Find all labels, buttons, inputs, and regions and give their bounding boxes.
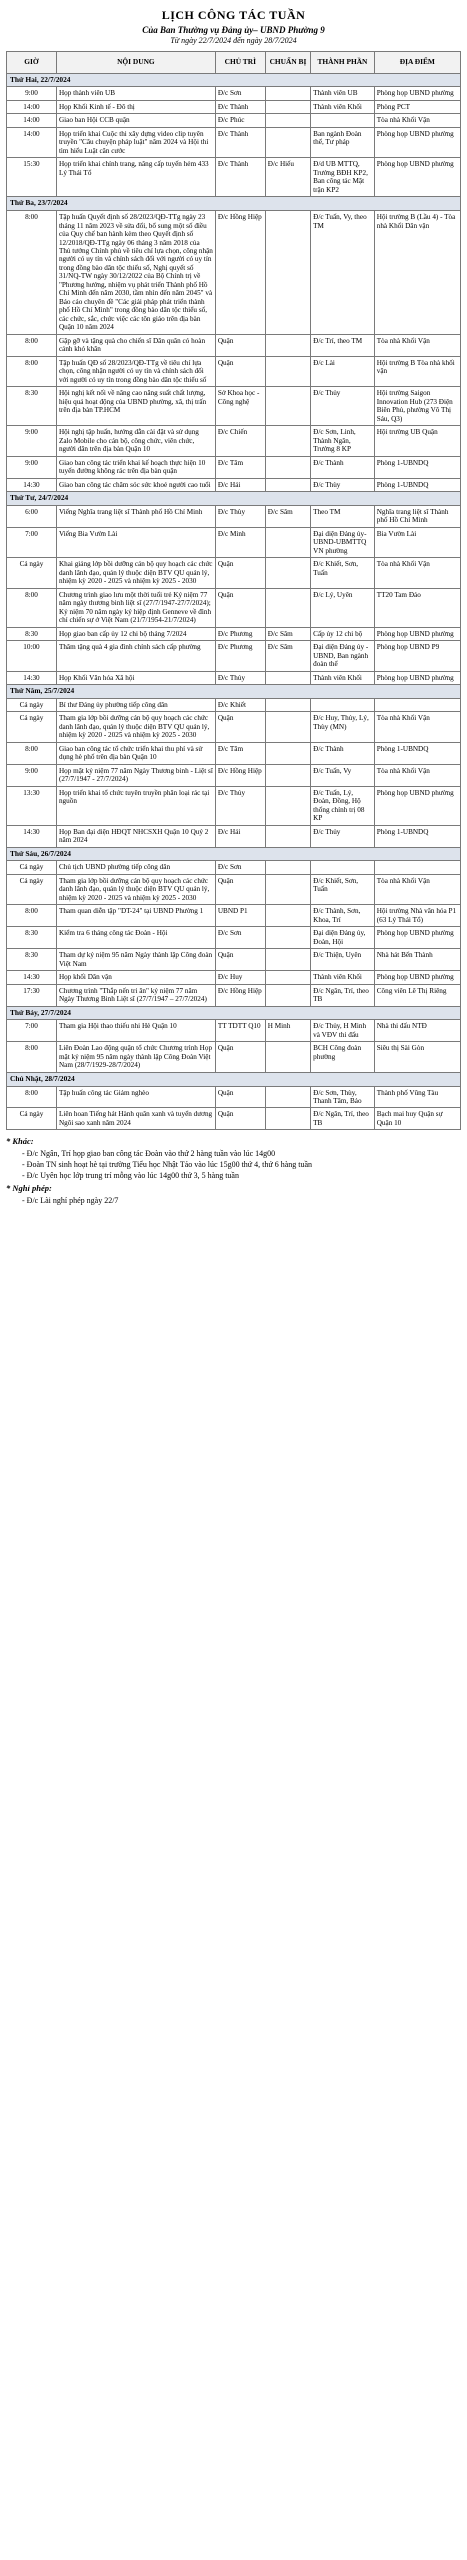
cell-place: Hội trường B Tòa nhà khối vận (374, 356, 460, 386)
cell-prep (265, 712, 310, 742)
cell-place: Siêu thị Sài Gòn (374, 1042, 460, 1072)
cell-content: Họp mặt kỷ niệm 77 năm Ngày Thương binh - Liệt sĩ (27/7/1947 - 27/7/2024) (56, 764, 215, 786)
cell-prep: Đ/c Sâm (265, 627, 310, 640)
cell-chair: Đ/c Phương (215, 641, 265, 671)
cell-place: Phòng họp UBND phường (374, 786, 460, 825)
cell-time: 14:30 (7, 671, 57, 684)
day-label: Thứ Tư, 24/7/2024 (7, 492, 461, 506)
table-row (7, 588, 461, 627)
cell-time: 9:00 (7, 456, 57, 478)
leave-note-item: - Đ/c Lài nghỉ phép ngày 22/7 (22, 1195, 119, 1205)
cell-content: Chương trình giao lưu một thời tuổi trẻ Ký niệm 77 năm ngày thương binh liệt sĩ (27/7/1947-27/7/2024); Kỷ niệm 70 năm ngày ký hiệp định Genneve về đình chỉ chiến sự ở Việt Nam (21/7/1954-21/7/2024) (56, 588, 215, 627)
cell-chair: Quận (215, 334, 265, 356)
cell-place: Phòng họp UBND phường (374, 627, 460, 640)
page-title: LỊCH CÔNG TÁC TUẦN (161, 8, 306, 22)
cell-content: Tập huấn công tác Giảm nghèo (56, 1086, 215, 1108)
cell-place: Tòa nhà Khối Vận (374, 712, 460, 742)
cell-members: BCH Công đoàn phường (311, 1042, 375, 1072)
cell-time: 17:30 (7, 984, 57, 1006)
cell-place: Hội trường Saigon Innovation Hub (273 Điện Biên Phủ, phường Võ Thị Sáu, Q3) (374, 387, 460, 426)
other-note-item: - Đ/c Ngân, Trí họp giao ban công tác Đoàn vào thứ 2 hàng tuần vào lúc 14g00 (22, 1148, 276, 1158)
cell-time: 14:30 (7, 971, 57, 984)
cell-place: Công viên Lê Thị Riêng (374, 984, 460, 1006)
cell-content: Họp giao ban cấp ủy 12 chi bộ tháng 7/2024 (56, 627, 215, 640)
table-row (7, 1086, 461, 1108)
cell-prep (265, 698, 310, 711)
cell-chair: Đ/c Chiến (215, 426, 265, 456)
table-row (7, 426, 461, 456)
cell-place: Bạch mai huy Quận sự Quận 10 (374, 1108, 460, 1130)
cell-time: 13:30 (7, 786, 57, 825)
cell-members: Đ/c Khiết, Sơn, Tuấn (311, 558, 375, 588)
cell-time: 8:30 (7, 949, 57, 971)
cell-content: Họp triển khai Cuộc thi xây dựng video clip tuyên truyền "Câu chuyện pháp luật" năm 2024 và Hội thi tìm hiểu Luật căn cước (56, 127, 215, 157)
cell-members: Đ/c Sơn, Thùy, Thanh Tâm, Bảo (311, 1086, 375, 1108)
day-header-row (7, 847, 461, 861)
table-row (7, 505, 461, 527)
cell-place: Phòng 1-UBNDQ (374, 825, 460, 847)
cell-prep: Đ/c Sâm (265, 505, 310, 527)
cell-members: Ban ngành Đoàn thể, Tư pháp (311, 127, 375, 157)
cell-members: Đ/c Thành (311, 742, 375, 764)
cell-chair: Đ/c Phương (215, 627, 265, 640)
cell-members: Đ/c Lài (311, 356, 375, 386)
table-row (7, 764, 461, 786)
table-row (7, 927, 461, 949)
day-label: Thứ Bảy, 27/7/2024 (7, 1006, 461, 1020)
page-subtitle: Của Ban Thường vụ Đảng ủy– UBND Phường 9 (142, 25, 325, 35)
cell-place: Tòa nhà Khối Vận (374, 874, 460, 904)
cell-members: Đại diện Đảng ủy - UBND, Ban ngành đoàn thể (311, 641, 375, 671)
cell-place: Phòng họp UBND phường (374, 971, 460, 984)
cell-content: Tập huấn QĐ số 28/2023/QĐ-TTg về tiêu chí lựa chọn, công nhận người có uy tín và chính sách đối với người có uy tín trong đồng bào dân tộc thiểu số (56, 356, 215, 386)
cell-time: 8:00 (7, 1042, 57, 1072)
table-row (7, 87, 461, 100)
cell-chair: Đ/c Minh (215, 527, 265, 557)
table-row (7, 387, 461, 426)
schedule-page (0, 0, 467, 1215)
cell-chair: Đ/c Phúc (215, 114, 265, 127)
table-row (7, 527, 461, 557)
cell-time: 14:00 (7, 127, 57, 157)
cell-prep (265, 984, 310, 1006)
cell-prep (265, 949, 310, 971)
cell-place: Nghĩa trang liệt sĩ Thành phố Hồ Chí Minh (374, 505, 460, 527)
cell-place (374, 698, 460, 711)
table-row (7, 127, 461, 157)
cell-time: Cả ngày (7, 861, 57, 874)
cell-chair: Đ/c Hải (215, 478, 265, 491)
other-note-item: - Đ/c Uyên học lớp trung trí mỗng vào lúc 14g00 thứ 3, 5 hàng tuần (22, 1170, 239, 1180)
cell-prep (265, 1086, 310, 1108)
cell-chair: Đ/c Hồng Hiệp (215, 984, 265, 1006)
cell-place: Tòa nhà Khối Vận (374, 558, 460, 588)
cell-content: Chủ tịch UBND phường tiếp công dân (56, 861, 215, 874)
table-row (7, 1108, 461, 1130)
cell-content: Giao ban Hội CCB quận (56, 114, 215, 127)
cell-chair: Quận (215, 356, 265, 386)
table-row (7, 100, 461, 113)
cell-chair: Đ/c Huy (215, 971, 265, 984)
cell-content: Họp Ban đại diện HĐQT NHCSXH Quận 10 Quý 2 năm 2024 (56, 825, 215, 847)
cell-members: Đ/c Tuấn, Lý, Đoàn, Đồng, Hộ thống chính trị 08 KP (311, 786, 375, 825)
col-header-place: ĐỊA ĐIỂM (374, 52, 460, 74)
cell-content: Viếng Nghĩa trang liệt sĩ Thành phố Hồ Chí Minh (56, 505, 215, 527)
cell-prep (265, 87, 310, 100)
cell-members: Đ/c Thành (311, 456, 375, 478)
cell-members: Đ/c Ngân, Trí, theo TB (311, 1108, 375, 1130)
cell-time: Cả ngày (7, 874, 57, 904)
col-header-content: NỘI DUNG (56, 52, 215, 74)
cell-content: Liên Đoàn Lao động quận tổ chức Chương trình Họp mặt kỷ niệm 95 năm ngày thành lập Công Đoàn Việt Nam (28/7/1929-28/7/2024) (56, 1042, 215, 1072)
cell-place: TT20 Tam Đảo (374, 588, 460, 627)
col-header-time: GIỜ (7, 52, 57, 74)
cell-time: 8:00 (7, 356, 57, 386)
cell-time: 8:30 (7, 387, 57, 426)
cell-chair: Đ/c Sơn (215, 927, 265, 949)
cell-prep: Đ/c Sâm (265, 641, 310, 671)
cell-place (374, 861, 460, 874)
table-row (7, 825, 461, 847)
table-row (7, 158, 461, 197)
cell-time: 14:30 (7, 478, 57, 491)
cell-prep (265, 764, 310, 786)
cell-members: Theo TM (311, 505, 375, 527)
cell-chair: TT TDTT Q10 (215, 1020, 265, 1042)
schedule-body (7, 73, 461, 1130)
cell-time: 14:30 (7, 825, 57, 847)
cell-members: Thành viên Khối (311, 100, 375, 113)
cell-members: Thành viên Khối (311, 971, 375, 984)
cell-chair: Đ/c Tâm (215, 456, 265, 478)
cell-content: Kiểm tra 6 tháng công tác Đoàn - Hội (56, 927, 215, 949)
cell-members: Đ/c Ngân, Trí, theo TB (311, 984, 375, 1006)
cell-place: Nhà thi đấu NTĐ (374, 1020, 460, 1042)
cell-chair: Sở Khoa học - Công nghệ (215, 387, 265, 426)
table-row (7, 627, 461, 640)
cell-chair: Quận (215, 949, 265, 971)
cell-chair: Quận (215, 558, 265, 588)
cell-place: Phòng 1-UBNDQ (374, 478, 460, 491)
cell-place: Bia Vườn Lài (374, 527, 460, 557)
cell-content: Tham quan diễn tập "DT-24" tại UBND Phường 1 (56, 905, 215, 927)
table-row (7, 478, 461, 491)
table-header-row (7, 52, 461, 74)
cell-time: 8:00 (7, 742, 57, 764)
cell-members: Đ/c Thủy, H Minh và VĐV thi đấu (311, 1020, 375, 1042)
cell-time: 7:00 (7, 527, 57, 557)
cell-prep (265, 786, 310, 825)
cell-prep: H Minh (265, 1020, 310, 1042)
cell-prep (265, 874, 310, 904)
cell-chair: Đ/c Tâm (215, 742, 265, 764)
cell-chair: Đ/c Thủy (215, 786, 265, 825)
table-row (7, 558, 461, 588)
cell-content: Họp thành viên UB (56, 87, 215, 100)
cell-prep (265, 671, 310, 684)
cell-chair: Đ/c Thành (215, 158, 265, 197)
col-header-prep: CHUẨN BỊ (265, 52, 310, 74)
cell-prep (265, 456, 310, 478)
cell-place: Phòng họp UBND P9 (374, 641, 460, 671)
cell-content: Tham gia lớp bồi dưỡng cán bộ quy hoạch các chức danh lãnh đạo, quản lý thuộc diện BTV QU quản lý, nhiệm kỳ 2020 - 2025 và nhiệm kỳ 2025 - 2030 (56, 712, 215, 742)
cell-prep (265, 356, 310, 386)
cell-content: Gặp gỡ và tặng quà cho chiến sĩ Dân quân có hoàn cảnh khó khăn (56, 334, 215, 356)
cell-time: 8:30 (7, 927, 57, 949)
cell-chair: Quận (215, 1042, 265, 1072)
cell-place: Phòng họp UBND phường (374, 927, 460, 949)
cell-content: Hội nghị tập huấn, hướng dẫn cài đặt và sử dụng Zalo Mobile cho cán bộ, công chức, viên chức, người dân trên địa bàn Quận 10 (56, 426, 215, 456)
cell-chair: Đ/c Thủy (215, 671, 265, 684)
cell-time: 9:00 (7, 426, 57, 456)
schedule-table (6, 51, 461, 1130)
cell-chair: Quận (215, 874, 265, 904)
cell-time: Cả ngày (7, 712, 57, 742)
cell-members: Đ/c Thùy (311, 478, 375, 491)
cell-time: 14:00 (7, 100, 57, 113)
cell-members: Đại diện Đảng ủy, Đoàn, Hội (311, 927, 375, 949)
day-label: Thứ Hai, 22/7/2024 (7, 73, 461, 87)
cell-prep: Đ/c Hiếu (265, 158, 310, 197)
cell-place: Tòa nhà Khối Vận (374, 114, 460, 127)
cell-chair: Quận (215, 588, 265, 627)
cell-content: Bí thư Đảng ủy phường tiếp công dân (56, 698, 215, 711)
day-label: Thứ Năm, 25/7/2024 (7, 685, 461, 699)
cell-chair: Đ/c Sơn (215, 87, 265, 100)
cell-place: Tòa nhà Khối Vận (374, 334, 460, 356)
cell-time: 8:00 (7, 211, 57, 335)
table-row (7, 641, 461, 671)
cell-prep (265, 861, 310, 874)
day-header-row (7, 1072, 461, 1086)
table-row (7, 334, 461, 356)
cell-members: Đ/d UB MTTQ, Trưởng BĐH KP2, Ban công tác Mặt trận KP2 (311, 158, 375, 197)
cell-place: Phòng 1-UBNDQ (374, 456, 460, 478)
cell-time: Cả ngày (7, 558, 57, 588)
cell-members: Đ/c Thủy (311, 825, 375, 847)
table-row (7, 211, 461, 335)
col-header-chair: CHỦ TRÌ (215, 52, 265, 74)
cell-prep (265, 1042, 310, 1072)
cell-members: Đ/c Trí, theo TM (311, 334, 375, 356)
day-header-row (7, 73, 461, 87)
cell-prep (265, 211, 310, 335)
table-row (7, 786, 461, 825)
day-label: Chủ Nhật, 28/7/2024 (7, 1072, 461, 1086)
cell-members: Thành viên Khối (311, 671, 375, 684)
table-row (7, 742, 461, 764)
cell-content: Giao ban công tác chăm sóc sức khoẻ người cao tuổi (56, 478, 215, 491)
cell-members: Đ/c Lý, Uyên (311, 588, 375, 627)
cell-members: Đ/c Thủy (311, 387, 375, 426)
cell-time: Cả ngày (7, 1108, 57, 1130)
cell-content: Tham gia Hội thao thiếu nhi Hè Quận 10 (56, 1020, 215, 1042)
cell-place: Hội trường UB Quận (374, 426, 460, 456)
cell-place: Phòng họp UBND phường (374, 127, 460, 157)
cell-time: 8:00 (7, 334, 57, 356)
cell-prep (265, 742, 310, 764)
cell-prep (265, 426, 310, 456)
cell-place: Phòng họp UBND phường (374, 87, 460, 100)
cell-content: Họp Khối Kinh tế - Đô thị (56, 100, 215, 113)
cell-members: Đ/c Khiết, Sơn, Tuấn (311, 874, 375, 904)
cell-members (311, 114, 375, 127)
cell-place: Tòa nhà Khối Vận (374, 764, 460, 786)
cell-time: 10:00 (7, 641, 57, 671)
cell-members: Đ/c Sơn, Linh, Thành Ngân, Trưởng 8 KP (311, 426, 375, 456)
cell-prep (265, 127, 310, 157)
table-row (7, 861, 461, 874)
cell-content: Giao ban công tác tổ chức triển khai thu phí và sử dụng hè phố trên địa bàn Quận 10 (56, 742, 215, 764)
cell-chair: Đ/c Khiết (215, 698, 265, 711)
cell-time: 8:00 (7, 905, 57, 927)
cell-place: Hội trường Nhà văn hóa P1 (63 Lý Thái Tổ) (374, 905, 460, 927)
cell-time: Cả ngày (7, 698, 57, 711)
cell-chair: Quận (215, 1108, 265, 1130)
cell-time: 15:30 (7, 158, 57, 197)
cell-chair: Đ/c Hồng Hiệp (215, 764, 265, 786)
cell-time: 14:00 (7, 114, 57, 127)
cell-prep (265, 1108, 310, 1130)
cell-members: Đ/c Tuấn, Vy (311, 764, 375, 786)
cell-content: Liên hoan Tiếng hát Hành quân xanh và tuyển dương Ngôi sao xanh năm 2024 (56, 1108, 215, 1130)
cell-time: 7:00 (7, 1020, 57, 1042)
col-header-members: THÀNH PHẦN (311, 52, 375, 74)
cell-content: Họp Khối Văn hóa Xã hội (56, 671, 215, 684)
cell-prep (265, 588, 310, 627)
cell-chair: Đ/c Hải (215, 825, 265, 847)
cell-chair: Quận (215, 1086, 265, 1108)
table-row (7, 984, 461, 1006)
cell-members (311, 698, 375, 711)
cell-chair: Đ/c Thành (215, 127, 265, 157)
day-header-row (7, 685, 461, 699)
table-row (7, 356, 461, 386)
cell-time: 9:00 (7, 87, 57, 100)
cell-prep (265, 100, 310, 113)
table-row (7, 698, 461, 711)
cell-content: Họp khối Dân vận (56, 971, 215, 984)
day-header-row (7, 492, 461, 506)
cell-content: Giao ban công tác triển khai kế hoạch thực hiện 10 tuyến đường không rác trên địa bàn quận (56, 456, 215, 478)
cell-members: Đại diện Đảng ủy-UBND-UBMTTQ VN phường (311, 527, 375, 557)
other-note-item: - Đoàn TN sinh hoạt hè tại trường Tiểu học Nhật Tảo vào lúc 15g00 thứ 4, thứ 6 hàng tuần (22, 1159, 313, 1169)
day-label: Thứ Sáu, 26/7/2024 (7, 847, 461, 861)
cell-members: Đ/c Thiện, Uyên (311, 949, 375, 971)
cell-content: Khai giảng lớp bồi dưỡng cán bộ quy hoạch các chức danh lãnh đạo, quản lý thuộc diện BTV QU quản lý, nhiệm kỳ 2020 - 2025 và nhiệm kỳ 2025 - 2030 (56, 558, 215, 588)
cell-chair: UBND P1 (215, 905, 265, 927)
cell-members (311, 861, 375, 874)
cell-place: Nhà hát Bến Thành (374, 949, 460, 971)
cell-prep (265, 905, 310, 927)
leave-notes-heading: * Nghỉ phép: (6, 1183, 52, 1194)
table-row (7, 671, 461, 684)
cell-members: Thành viên UB (311, 87, 375, 100)
cell-place: Phòng 1-UBNDQ (374, 742, 460, 764)
day-label: Thứ Ba, 23/7/2024 (7, 197, 461, 211)
cell-prep (265, 558, 310, 588)
cell-content: Hội nghị kết nối về nâng cao năng suất chất lượng, hiệu quả hoạt động của UBND phường, xã, thị trấn trên địa bàn TP.HCM (56, 387, 215, 426)
cell-members: Đ/c Tuấn, Vy, theo TM (311, 211, 375, 335)
cell-members: Đ/c Huy, Thủy, Lý, Thùy (MN) (311, 712, 375, 742)
cell-place: Phòng PCT (374, 100, 460, 113)
cell-prep (265, 825, 310, 847)
table-row (7, 971, 461, 984)
table-row (7, 874, 461, 904)
cell-members: Cấp ủy 12 chi bộ (311, 627, 375, 640)
cell-time: 9:00 (7, 764, 57, 786)
cell-content: Họp triển khai chính trang, nâng cấp tuyến hẻm 433 Lý Thái Tổ (56, 158, 215, 197)
cell-prep (265, 527, 310, 557)
cell-content: Viếng Bia Vườn Lài (56, 527, 215, 557)
table-row (7, 905, 461, 927)
cell-content: Tham dự kỷ niệm 95 năm Ngày thành lập Công đoàn Việt Nam (56, 949, 215, 971)
date-range: Từ ngày 22/7/2024 đến ngày 28/7/2024 (170, 36, 297, 45)
cell-prep (265, 478, 310, 491)
table-row (7, 114, 461, 127)
table-row (7, 1020, 461, 1042)
cell-prep (265, 114, 310, 127)
cell-place: Phòng họp UBND phường (374, 158, 460, 197)
table-row (7, 456, 461, 478)
cell-place: Phòng họp UBND phường (374, 671, 460, 684)
cell-content: Họp triển khai tổ chức tuyên truyền phân loại rác tại nguồn (56, 786, 215, 825)
cell-chair: Quận (215, 712, 265, 742)
cell-members: Đ/c Thành, Sơn, Khoa, Trí (311, 905, 375, 927)
cell-content: Tập huấn Quyết định số 28/2023/QĐ-TTg ngày 23 tháng 11 năm 2023 về sửa đổi, bổ sung một số điều của Quy chế ban hành kèm theo Quyết định số 12/2018/QĐ-TTg ngày 06 tháng 3 năm 2018 của Thủ tướng Chính phủ về tiêu chí lựa chọn, công nhận người có uy tín và chính sách đối với người có uy tín trong đồng bào dân tộc thiểu số, Nghị quyết số 31/NQ-TW ngày 30/12/2022 của Bộ Chính trị về "Phương hướng, nhiệm vụ phát triển Thành phố Hồ Chí Minh đến năm 2030, tầm nhìn đến năm 2045" và Báo cáo chuyên đề "Các giải pháp phát triển thành phố Hồ Chí Minh" trong đồng bào dân tộc thiểu số, các chức, sắc, chức việc các tôn giáo trên địa bàn Quận 10 năm 2024 (56, 211, 215, 335)
other-notes-heading: * Khác: (6, 1136, 34, 1147)
cell-chair: Đ/c Thành (215, 100, 265, 113)
notes-section (6, 1136, 461, 1206)
cell-prep (265, 387, 310, 426)
day-header-row (7, 1006, 461, 1020)
table-row (7, 712, 461, 742)
cell-content: Tham gia lớp bồi dưỡng cán bộ quy hoạch các chức danh lãnh đạo, quản lý thuộc diện BTV QU quản lý, nhiệm kỳ 2020 - 2025 và nhiệm kỳ 2025 - 2030 (56, 874, 215, 904)
cell-place: Thành phố Vũng Tàu (374, 1086, 460, 1108)
table-row (7, 1042, 461, 1072)
cell-prep (265, 927, 310, 949)
cell-time: 8:00 (7, 1086, 57, 1108)
day-header-row (7, 197, 461, 211)
cell-time: 8:30 (7, 627, 57, 640)
cell-content: Chương trình "Thắp nến tri ân" kỷ niệm 77 năm Ngày Thương Binh Liệt sĩ (27/7/1947 – 27/7/2024) (56, 984, 215, 1006)
cell-prep (265, 971, 310, 984)
cell-content: Thăm tặng quà 4 gia đình chính sách cấp phường (56, 641, 215, 671)
table-row (7, 949, 461, 971)
cell-prep (265, 334, 310, 356)
cell-chair: Đ/c Sơn (215, 861, 265, 874)
cell-time: 8:00 (7, 588, 57, 627)
cell-place: Hội trường B (Lầu 4) - Tòa nhà Khối Dân vận (374, 211, 460, 335)
cell-time: 6:00 (7, 505, 57, 527)
cell-chair: Đ/c Thùy (215, 505, 265, 527)
cell-chair: Đ/c Hồng Hiệp (215, 211, 265, 335)
